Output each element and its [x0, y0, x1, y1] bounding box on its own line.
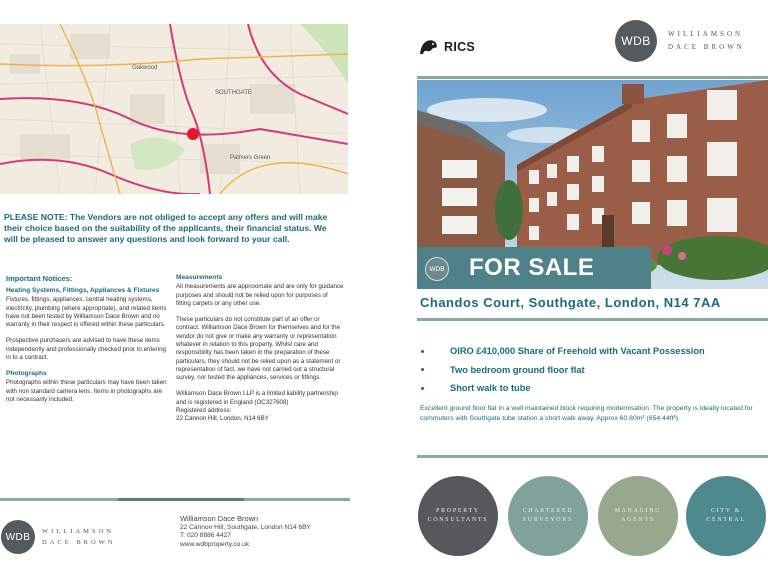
property-description: Excellent ground floor flat in a well maintained block requiring modernisation. The property is ideally located for commuters with Southgate tube station a short walk away. Approx 60.80m² (654.44ft²). [420, 405, 753, 422]
particulars-text: These particulars do not constitute part of an offer or contract. Williamson Dace Brown for themselves and for the vendor do not give or make any warranty or representation whatever in relation to this property. Whilst care and responsibility has been taken in the preparation of these particulars, they should not be relied upon as a statement or representation of fact, we have not carried out a structural survey, nor tested the appliances, services or fittings. [176, 316, 341, 382]
feature-text: OIRO £410,000 Share of Freehold with Vacant Possession [450, 346, 705, 357]
map-label-southgate: SOUTHGATE [215, 90, 252, 96]
service-label-line1: MANAGING [614, 508, 662, 514]
measurements-text: All measurements are approximate and are only for guidance purposes and should not be relied upon for purposes of fitting carpets or any other use. [176, 283, 344, 307]
footer-address: 22 Cannon Hill, Southgate, London N14 6BY [180, 523, 311, 531]
services-divider [417, 455, 768, 458]
footer-divider-accent [118, 498, 244, 501]
footer-contact [180, 515, 352, 549]
footer-brand-line2: DACE BROWN [42, 539, 116, 546]
feature-text: Two bedroom ground floor flat [450, 364, 585, 375]
service-city-central [686, 476, 766, 556]
measurements-column [176, 274, 344, 432]
service-label-line2: CENTRAL [706, 517, 746, 523]
footer-company: Williamson Dace Brown [180, 514, 259, 523]
footer-website[interactable]: www.wdbproperty.co.uk [180, 540, 250, 548]
service-label-line2: AGENTS [621, 517, 655, 523]
map-label-palmers-green: Palmers Green [230, 155, 271, 161]
service-label-line1: CHARTERED [522, 508, 574, 514]
photographs-heading: Photographs [6, 370, 47, 378]
service-managing-agents [598, 476, 678, 556]
header-wdb-logo: WDB [615, 20, 657, 62]
footer-brand [42, 526, 116, 548]
bullet-icon [421, 368, 424, 371]
rics-lion-icon [418, 38, 440, 56]
key-features [418, 342, 705, 398]
location-map [0, 24, 348, 194]
feature-item [418, 361, 705, 380]
for-sale-text: FOR SALE [469, 254, 595, 281]
service-property-consultants [418, 476, 498, 556]
service-label-line2: SURVEYORS [522, 517, 574, 523]
hero-top-divider [417, 76, 768, 79]
banner-wdb-logo: WDB [425, 257, 449, 281]
bullet-icon [421, 350, 424, 353]
prospective-text: Prospective purchasers are advised to have these items independently and professionally checked prior to entering in to a contract. [6, 337, 166, 361]
bullet-icon [421, 387, 424, 390]
service-label-line1: PROPERTY [436, 508, 480, 514]
important-notices-heading: Important Notices: [6, 274, 73, 283]
service-label-line2: CONSULTANTS [427, 517, 489, 523]
header-brand-line2: DACE BROWN [668, 43, 745, 51]
rics-text: RICS [444, 40, 476, 54]
company-registration-text: Williamson Dace Brown LLP is a limited liability partnership and is registered in England (OC327608) [176, 390, 338, 406]
header-brand [668, 28, 745, 54]
map-label-oakwood: Oakwood [132, 65, 158, 71]
vendor-notice: PLEASE NOTE: The Vendors are not obliged to accept any offers and will make their choice based on the suitability of the applicants, their financial status. We will be pleased to answer any questions and look forward to your call. [4, 212, 328, 245]
property-address: Chandos Court, Southgate, London, N14 7AA [420, 295, 721, 310]
photographs-text: Photographs within these particulars may have been taken with non standard camera lens. Items in photographs are not necessarily included. [6, 379, 167, 404]
registered-address-label: Registered address: [176, 407, 232, 415]
heating-text: Fixtures, fittings, appliances, central heating systems, electricity, plumbing (where appropriate), and related items have not been tested by Williamson Dace Brown and no warranty in their respect is offered within these particulars. [6, 296, 167, 329]
wdb-logo: WDB [1, 520, 35, 554]
footer-brand-line1: WILLIAMSON [42, 528, 114, 535]
footer-phone: T: 020 8886 4427 [180, 532, 231, 540]
feature-text: Short walk to tube [450, 383, 531, 394]
service-chartered-surveyors [508, 476, 588, 556]
important-notices-column [6, 274, 170, 412]
registered-address: 22 Cannon Hill, London, N14 6BY [176, 415, 269, 423]
heating-heading: Heating Systems, Fittings, Appliances & Fixtures [6, 287, 160, 294]
feature-item [418, 342, 705, 361]
for-sale-banner [417, 247, 651, 289]
header-brand-line1: WILLIAMSON [668, 30, 744, 38]
feature-item [418, 379, 705, 398]
address-divider [417, 318, 768, 321]
service-label-line1: CITY & [710, 508, 742, 514]
rics-logo [418, 38, 475, 56]
measurements-heading: Measurements [176, 274, 223, 281]
